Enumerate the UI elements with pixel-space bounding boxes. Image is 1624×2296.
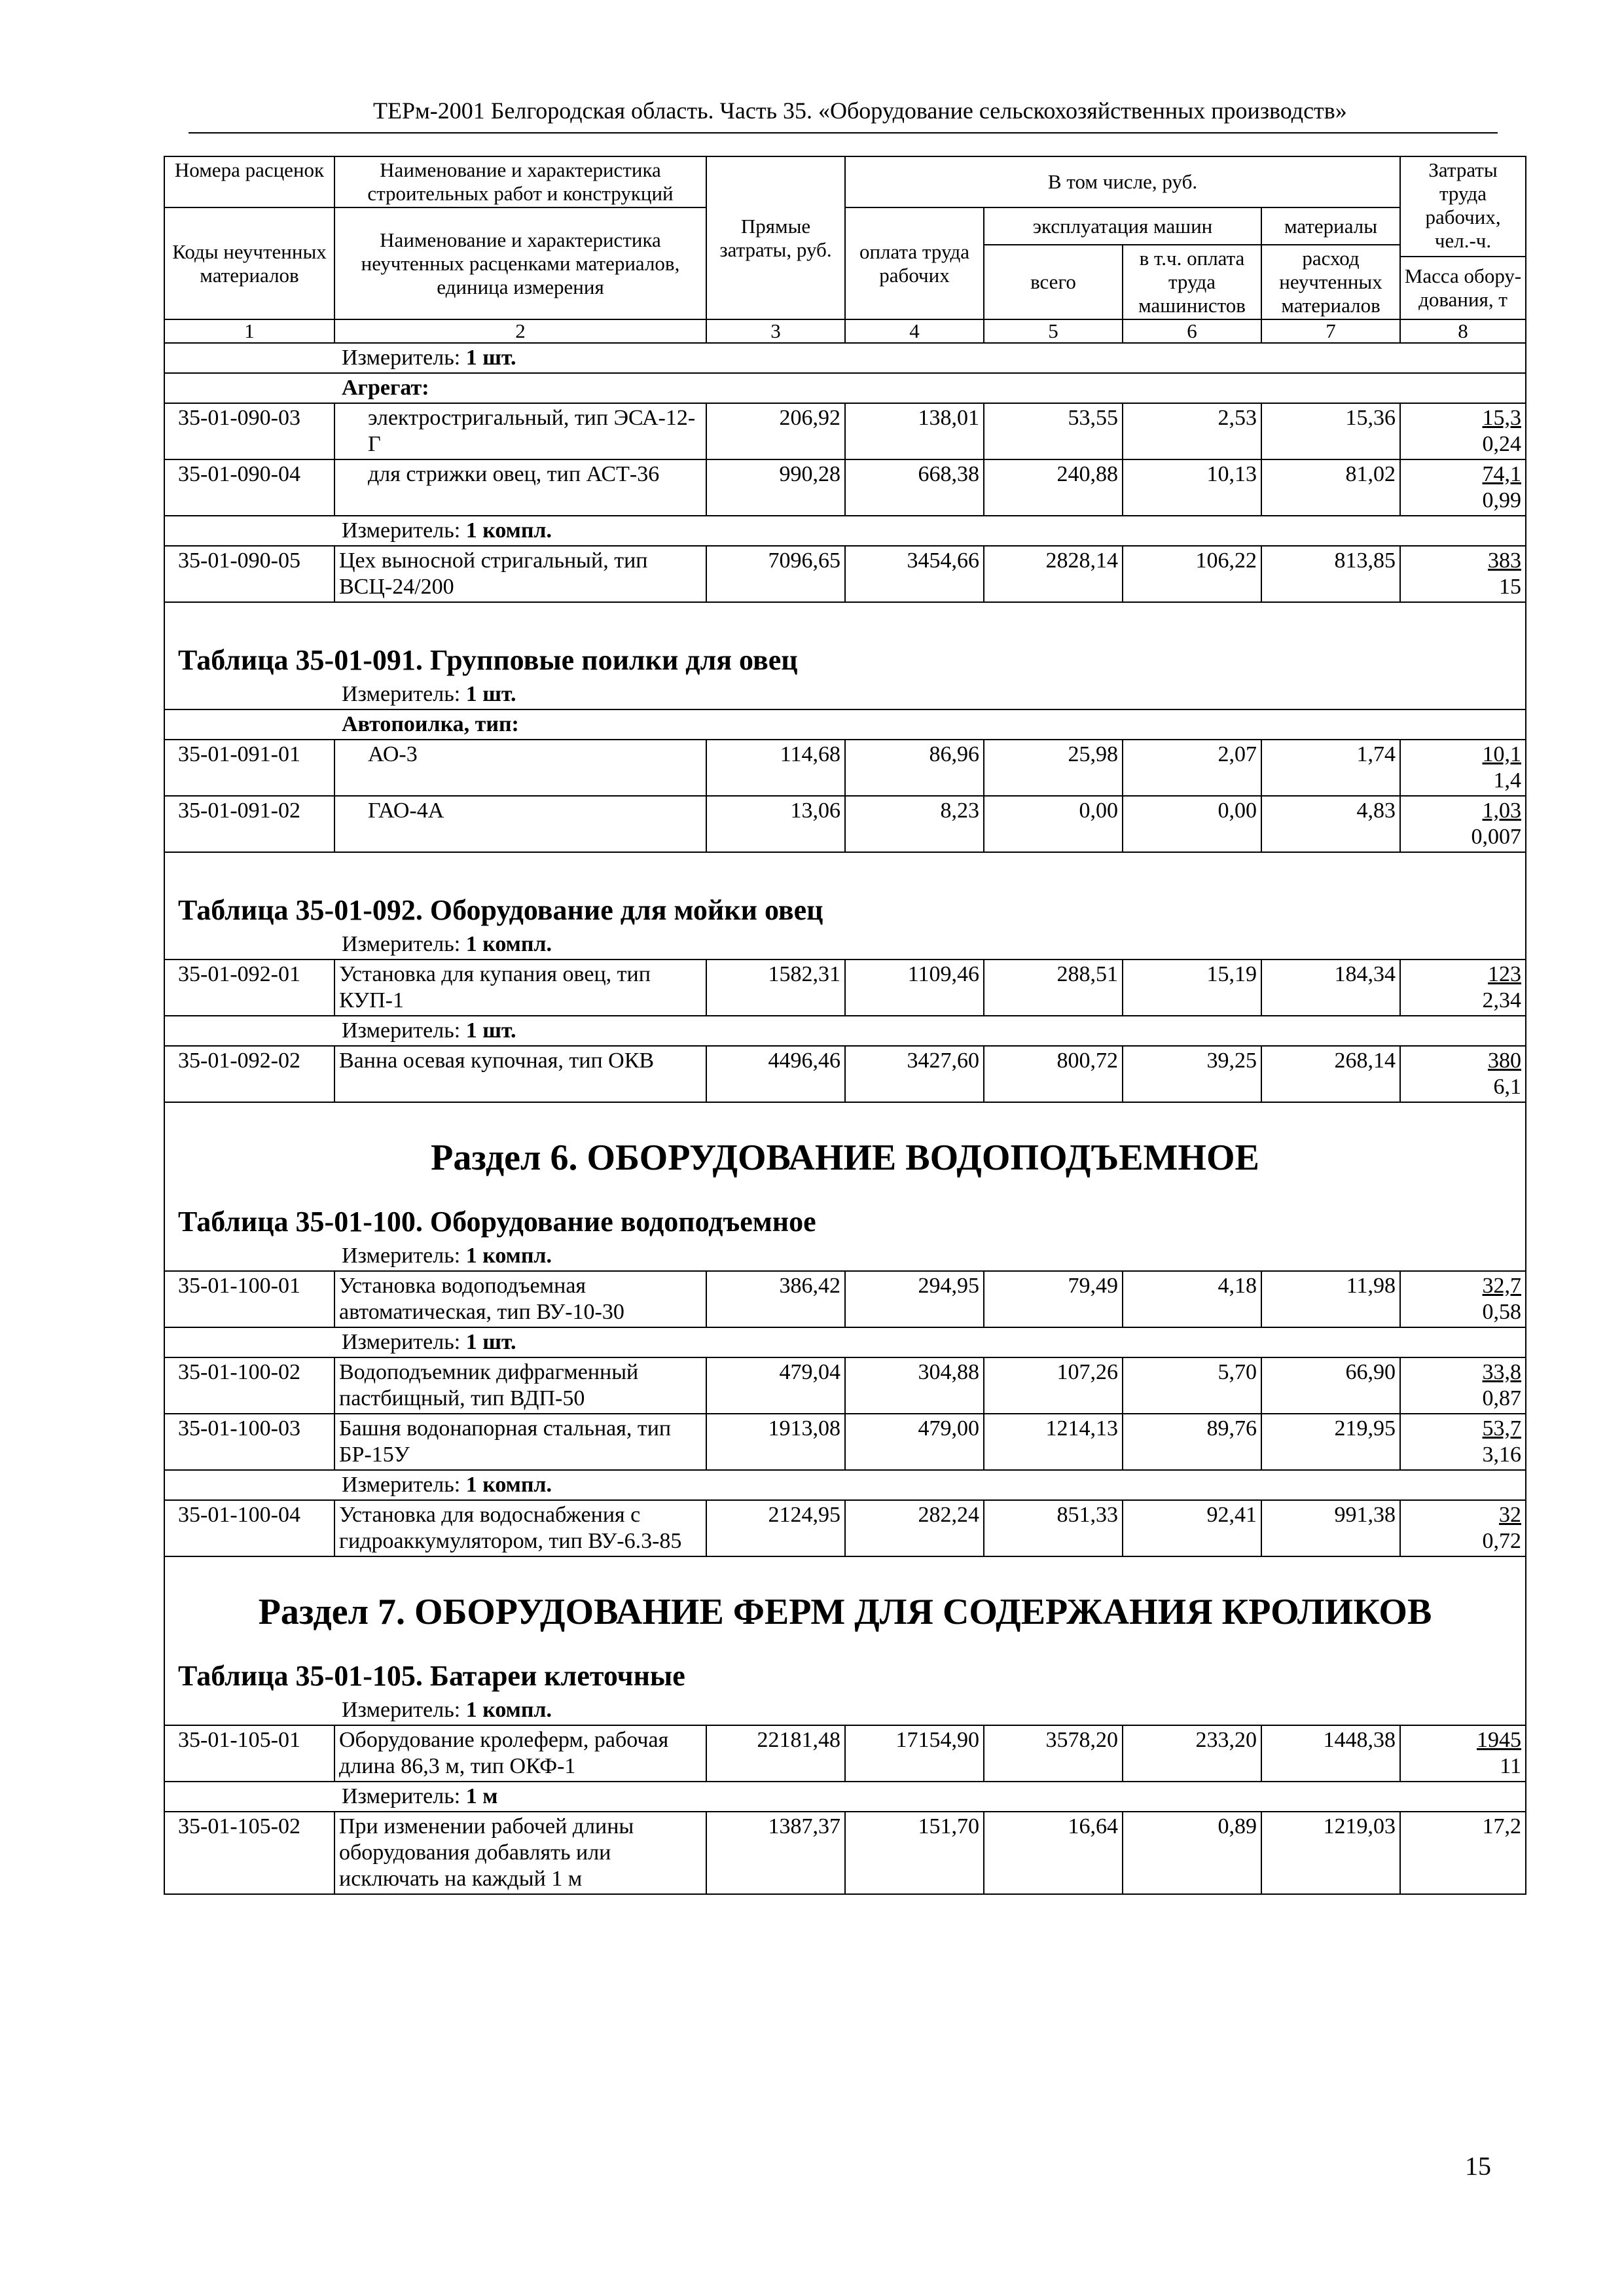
materials-cost: 1,74 [1261,740,1400,796]
machine-cost: 288,51 [984,960,1123,1016]
machinist-wages: 89,76 [1123,1414,1261,1470]
running-header: ТЕРм-2001 Белгородская область. Часть 35. «Оборудование сельскохозяйственных производств» [373,98,1347,124]
worker-wages: 8,23 [845,796,984,852]
measure-row [164,1016,1526,1046]
table-row [164,1500,1526,1556]
in-total-header [845,156,1400,207]
section-title: Раздел 7. ОБОРУДОВАНИЕ ФЕРМ ДЛЯ СОДЕРЖАНИЯ КРОЛИКОВ [164,1556,1526,1640]
measure-row [164,1782,1526,1812]
rate-description: Оборудование кролеферм, рабочая длина 86,3 м, тип ОКФ-1 [334,1725,706,1782]
machine-cost: 3578,20 [984,1725,1123,1782]
measure-unit: 1 шт. [465,1330,516,1354]
direct-cost: 1582,31 [706,960,845,1016]
measure-unit: 1 шт. [465,346,516,370]
rate-code: 35-01-092-01 [164,960,334,1016]
col-num: 6 [1123,319,1261,343]
column-numbers-row [164,319,1526,343]
machine-cost: 79,49 [984,1271,1123,1327]
machine-cost: 0,00 [984,796,1123,852]
measure-label: Измеритель: [342,1784,466,1808]
machinist-wages: 233,20 [1123,1725,1261,1782]
rate-description: Цех выносной стригальный, тип ВСЦ-24/200 [334,546,706,602]
col2-header: Наименование и характеристика строительных работ и конструкций [334,156,706,207]
rate-code: 35-01-091-01 [164,740,334,796]
machine-cost: 107,26 [984,1357,1123,1414]
col-num: 1 [164,319,334,343]
materials-cost: 1448,38 [1261,1725,1400,1782]
rate-description: Установка для купания овец, тип КУП-1 [334,960,706,1016]
rate-code: 35-01-100-03 [164,1414,334,1470]
materials-cost: 1219,03 [1261,1812,1400,1894]
equipment-mass: 0,24 [1482,432,1522,456]
rate-code: 35-01-090-03 [164,403,334,459]
col-num: 8 [1400,319,1526,343]
table-row [164,1725,1526,1782]
labor-mass-cell [1400,1046,1526,1102]
table-row [164,1812,1526,1894]
machinist-wages: 2,53 [1123,403,1261,459]
rate-description: Башня водонапорная стальная, тип БР-15У [334,1414,706,1470]
measure-unit: 1 компл. [465,518,552,543]
rate-code: 35-01-100-04 [164,1500,334,1556]
measure-row [164,1327,1526,1357]
labor-mass-cell [1400,1500,1526,1556]
group-label: Автопоилка, тип: [164,709,1526,740]
worker-wages: 3427,60 [845,1046,984,1102]
measure-label: Измеритель: [342,1473,466,1497]
direct-cost: 2124,95 [706,1500,845,1556]
rate-code: 35-01-105-01 [164,1725,334,1782]
table-row [164,1357,1526,1414]
col-num: 2 [334,319,706,343]
worker-wages: 668,38 [845,459,984,516]
rate-description: При изменении рабочей длины оборудования добавлять или исключать на каждый 1 м [334,1812,706,1894]
rate-code: 35-01-091-02 [164,796,334,852]
measure-unit: 1 шт. [465,1018,516,1043]
machinist-wages: 0,89 [1123,1812,1261,1894]
rate-code: 35-01-100-01 [164,1271,334,1327]
materials-cost: 991,38 [1261,1500,1400,1556]
rate-description: АО-3 [334,740,706,796]
labor-hours: 32 [1499,1503,1522,1527]
measure-unit: 1 м [465,1784,498,1808]
page-number: 15 [1465,2151,1491,2181]
machinist-wages: 0,00 [1123,796,1261,852]
equipment-mass: 0,99 [1482,488,1522,512]
labor-mass-cell [1400,1414,1526,1470]
labor-hours: 123 [1488,962,1522,986]
labor-mass-cell [1400,459,1526,516]
machinist-wages: 2,07 [1123,740,1261,796]
section-title-row [164,1102,1526,1185]
header-row-2 [164,207,1526,245]
labor-mass-cell [1400,960,1526,1016]
col1-subheader: Коды неучтенных материалов [164,207,334,319]
measure-unit: 1 компл. [465,1244,552,1268]
table-row [164,960,1526,1016]
equipment-mass: 15 [1499,575,1522,599]
materials-cost: 813,85 [1261,546,1400,602]
materials-cost: 81,02 [1261,459,1400,516]
rate-description: Установка для водоснабжения с гидроаккумулятором, тип ВУ-6.3-85 [334,1500,706,1556]
labor-mass-cell [1400,546,1526,602]
equipment-mass: 3,16 [1482,1443,1522,1467]
measure-row [164,516,1526,546]
measure-unit: 1 шт. [465,682,516,706]
table-row [164,740,1526,796]
group-label: Агрегат: [164,373,1526,403]
col7-header: расход неучтенных материалов [1261,245,1400,319]
worker-wages: 86,96 [845,740,984,796]
direct-cost: 386,42 [706,1271,845,1327]
labor-hours: 1,03 [1482,798,1522,823]
rate-code: 35-01-100-02 [164,1357,334,1414]
measure-row [164,930,1526,960]
machinist-wages: 5,70 [1123,1357,1261,1414]
group-row [164,709,1526,740]
materials-cost: 219,95 [1261,1414,1400,1470]
in-total-label: В том числе, руб. [1047,170,1198,193]
materials-cost: 11,98 [1261,1271,1400,1327]
worker-wages: 1109,46 [845,960,984,1016]
machine-cost: 53,55 [984,403,1123,459]
labor-mass-cell [1400,1271,1526,1327]
equipment-mass: 2,34 [1482,988,1522,1013]
machinist-wages: 92,41 [1123,1500,1261,1556]
machine-cost: 16,64 [984,1812,1123,1894]
direct-cost: 7096,65 [706,546,845,602]
machine-cost: 240,88 [984,459,1123,516]
labor-mass-cell [1400,1357,1526,1414]
table-title-row [164,1185,1526,1242]
labor-hours: 380 [1488,1049,1522,1073]
col-num: 7 [1261,319,1400,343]
machinist-wages: 15,19 [1123,960,1261,1016]
machinist-wages: 4,18 [1123,1271,1261,1327]
worker-wages: 138,01 [845,403,984,459]
col-num: 4 [845,319,984,343]
measure-label: Измеритель: [342,1698,466,1722]
equipment-mass: 0,007 [1471,825,1522,849]
table-row [164,1271,1526,1327]
worker-wages: 294,95 [845,1271,984,1327]
direct-cost: 990,28 [706,459,845,516]
machine-cost: 800,72 [984,1046,1123,1102]
worker-wages: 3454,66 [845,546,984,602]
equipment-mass: 0,87 [1482,1386,1522,1410]
machinist-wages: 106,22 [1123,546,1261,602]
col-num: 3 [706,319,845,343]
table-row [164,403,1526,459]
rate-code: 35-01-105-02 [164,1812,334,1894]
measure-label: Измеритель: [342,1018,466,1043]
equipment-mass: 0,58 [1482,1300,1522,1324]
materials-cost: 4,83 [1261,796,1400,852]
table-row [164,459,1526,516]
section-title-row [164,1556,1526,1640]
materials-header: материалы [1261,207,1400,245]
labor-hours: 383 [1488,548,1522,573]
table-row [164,796,1526,852]
direct-cost: 13,06 [706,796,845,852]
measure-row [164,1696,1526,1725]
direct-cost: 206,92 [706,403,845,459]
worker-wages: 151,70 [845,1812,984,1894]
labor-hours: 33,8 [1482,1360,1522,1384]
direct-cost: 114,68 [706,740,845,796]
measure-label: Измеритель: [342,346,466,370]
labor-hours: 1945 [1477,1728,1522,1752]
direct-cost: 4496,46 [706,1046,845,1102]
header-row-1 [164,156,1526,207]
col8-header: Затраты труда рабочих, чел.-ч. [1400,156,1526,257]
header-rule [189,132,1498,134]
labor-mass-cell [1400,740,1526,796]
measure-unit: 1 компл. [465,932,552,956]
machines-header: эксплуатация машин [984,207,1261,245]
rate-description: ГАО-4А [334,796,706,852]
col8-subheader: Масса обору-дования, т [1400,257,1526,319]
col-num: 5 [984,319,1123,343]
measure-label: Измеритель: [342,682,466,706]
measure-unit: 1 компл. [465,1698,552,1722]
labor-hours: 15,3 [1482,406,1522,430]
table-title: Таблица 35-01-091. Групповые поилки для овец [164,602,1526,680]
table-row [164,1046,1526,1102]
labor-mass-cell [1400,1725,1526,1782]
price-table [164,156,1526,1895]
machine-cost: 1214,13 [984,1414,1123,1470]
table-title: Таблица 35-01-092. Оборудование для мойки овец [164,852,1526,930]
worker-wages: 479,00 [845,1414,984,1470]
equipment-mass: 11 [1500,1754,1522,1778]
worker-wages: 282,24 [845,1500,984,1556]
section-title: Раздел 6. ОБОРУДОВАНИЕ ВОДОПОДЪЕМНОЕ [164,1102,1526,1185]
col4-header: оплата труда рабочих [845,207,984,319]
table-title-row [164,602,1526,680]
rate-code: 35-01-092-02 [164,1046,334,1102]
rate-description: Установка водоподъемная автоматическая, тип ВУ-10-30 [334,1271,706,1327]
table-title-row [164,852,1526,930]
table-row [164,546,1526,602]
materials-cost: 15,36 [1261,403,1400,459]
rate-description: электростригальный, тип ЭСА-12-Г [334,403,706,459]
equipment-mass: 6,1 [1493,1075,1522,1099]
worker-wages: 304,88 [845,1357,984,1414]
labor-mass-cell [1400,403,1526,459]
measure-row [164,1242,1526,1271]
col6-header: в т.ч. оплата труда машинистов [1123,245,1261,319]
measure-row [164,1470,1526,1500]
machine-cost: 25,98 [984,740,1123,796]
measure-row [164,343,1526,373]
measure-unit: 1 компл. [465,1473,552,1497]
machine-cost: 851,33 [984,1500,1123,1556]
table-row [164,1414,1526,1470]
group-row [164,373,1526,403]
materials-cost: 268,14 [1261,1046,1400,1102]
table-title: Таблица 35-01-105. Батареи клеточные [164,1640,1526,1696]
direct-cost: 1913,08 [706,1414,845,1470]
measure-label: Измеритель: [342,1244,466,1268]
rate-description: Водоподъемник дифрагменный пастбищный, тип ВДП-50 [334,1357,706,1414]
measure-label: Измеритель: [342,518,466,543]
measure-label: Измеритель: [342,932,466,956]
labor-mass-cell [1400,796,1526,852]
col1-header: Номера расценок [164,156,334,207]
equipment-mass: 0,72 [1482,1529,1522,1553]
materials-cost: 66,90 [1261,1357,1400,1414]
materials-cost: 184,34 [1261,960,1400,1016]
direct-cost: 479,04 [706,1357,845,1414]
direct-cost: 22181,48 [706,1725,845,1782]
machine-cost: 2828,14 [984,546,1123,602]
rate-description: Ванна осевая купочная, тип ОКВ [334,1046,706,1102]
worker-wages: 17154,90 [845,1725,984,1782]
machinist-wages: 10,13 [1123,459,1261,516]
labor-hours: 17,2 [1400,1812,1526,1894]
measure-row [164,680,1526,709]
labor-hours: 32,7 [1482,1274,1522,1298]
col2-subheader: Наименование и характеристика неучтенных расценками материалов, единица измерения [334,207,706,319]
rate-code: 35-01-090-05 [164,546,334,602]
machinist-wages: 39,25 [1123,1046,1261,1102]
col5-header: всего [984,245,1123,319]
labor-hours: 10,1 [1482,742,1522,766]
labor-hours: 53,7 [1482,1416,1522,1441]
table-title: Таблица 35-01-100. Оборудование водоподъемное [164,1185,1526,1242]
rate-description: для стрижки овец, тип АСТ-36 [334,459,706,516]
measure-label: Измеритель: [342,1330,466,1354]
direct-cost: 1387,37 [706,1812,845,1894]
col3-header: Прямые затраты, руб. [706,156,845,319]
rate-code: 35-01-090-04 [164,459,334,516]
table-title-row [164,1640,1526,1696]
labor-hours: 74,1 [1482,462,1522,486]
equipment-mass: 1,4 [1493,768,1522,793]
